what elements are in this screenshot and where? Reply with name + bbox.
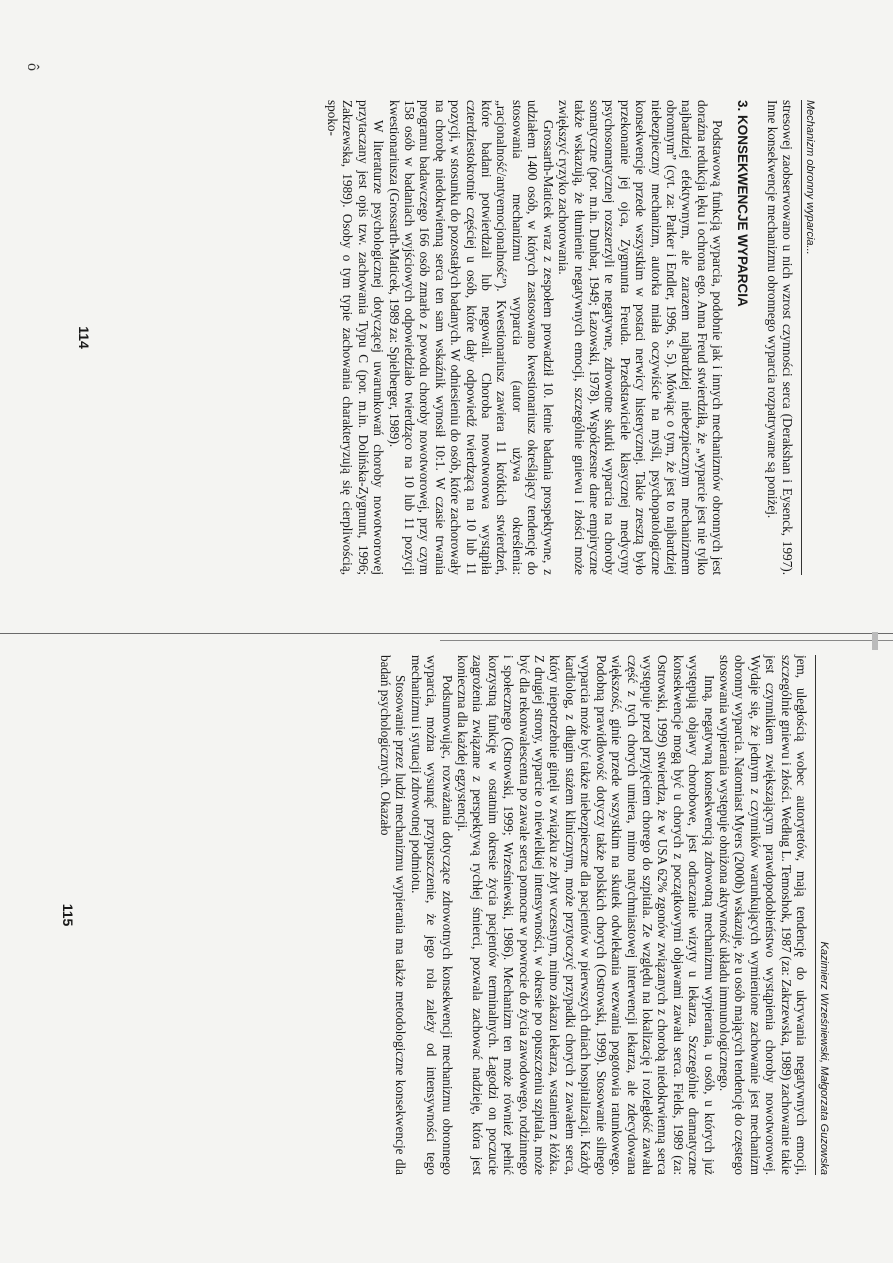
- margin-mark: ô: [24, 63, 41, 71]
- page-divider: [0, 633, 893, 634]
- running-head-left: Mechanizm obronny wyparcia...: [801, 100, 816, 575]
- paragraph: Grossarth-Maticek wraz z zespołem prowadził 10. letnie badania prospektywne, z udziałem 1400 osób, w których zastosowano kwestionariusz określający tendencję do stosowania mechanizmu wyparcia (autor używa określenia: „racjonalność/antyemocjonalność”). Kwestionariusz zawiera 11 krótkich stwierdzeń, które badani potwierdzali lub negowali. Choroba nowotworowa wystąpiła czterdziestokrotnie częściej u osób, które dały odpowiedź twierdzącą na 10 lub 11 pozycji, w stosunku do pozostałych badanych. W odniesieniu do osób, które zachorowały na chorobę niedokrwienną serca ten sam wskaźnik wynosił 10:1. W czasie trwania programu badawczego 166 osób zmarło z powodu choroby nowotworowej, przy czym 158 osób w badaniach wyjściowych odpowiedziało twierdząco na 10 lub 11 pozycji kwestionariusza (Grossarth-Maticek, 1989 za: Spielberger, 1989).: [386, 100, 556, 575]
- page-114: [76, 100, 816, 575]
- binding-mark: [872, 632, 878, 650]
- page-114-body: [325, 100, 795, 575]
- page-number: 115: [60, 903, 76, 927]
- paragraph: Podsumowując, rozważania dotyczące zdrowotnych konsekwencji mechanizmu obronnego wyparcia, można wysunąć przypuszczenie, że jego rola zależy od intensywności tego mechanizmu i sytuacji zdrowotnej podmiotu.: [408, 655, 455, 1175]
- running-head-right: Kazimierz Wrześniewski, Małgorzata Guzowska: [815, 655, 830, 1175]
- section-heading: 3. KONSEKWENCJE WYPARCIA: [735, 100, 751, 307]
- paragraph: Stosowanie przez ludzi mechanizmu wypierania ma także metodologiczne konsekwencje dla badań psychologicznych. Okazało: [378, 655, 409, 1175]
- paragraph: Podstawową funkcją wyparcia, podobnie jak i innych mechanizmów obronnych jest doraźna redukcja lęku i ochrona ego. Anna Freud stwierdziła, że „wyparcie jest nie tylko najbardziej efektywnym, ale zarazem najbardziej niebezpiecznym mechanizmem obronnym” (cyt. za: Parker i Endler, 1996, s. 5). Mówiąc o tym, że jest to najbardziej niebezpieczny mechanizm, autorka miała oczywiście na myśli, psychopatologiczne konsekwencje przede wszystkim w postaci nerwicy histerycznej. Takie zresztą było przekonanie jej ojca, Zygmunta Freuda. Przedstawiciele klasycznej medycyny psychosomatycznej rozszerzyli te negatywne, zdrowotne skutki wyparcia na choroby somatyczne (por. m.in. Dunbar, 1949; Łazowski, 1978). Współczesne dane empiryczne także wskazują, że tłumienie negatywnych emocji, szczególnie gniewu i złości może zwiększyć ryzyko zachorowania.: [556, 100, 726, 575]
- page-divider-inner: [440, 640, 893, 641]
- page-115-body: [378, 655, 809, 1175]
- paragraph: W literaturze psychologicznej dotyczącej uwarunkowań choroby nowotworowej przytaczany jest opis tzw. zachowania Typu C (por. m.in. Dolińska-Zygmunt, 1996; Zakrzewska, 1989). Osoby o tym typie zachowania charakteryzują się cierpliwością, spoko-: [325, 100, 387, 575]
- page-115: [60, 655, 830, 1175]
- paragraph: jem, uległością wobec autorytetów, mają tendencję do ukrywania negatywnych emocji, szczególnie gniewu i złości. Według L. Temoshok, 1987 (za: Zakrzewska, 1989) zachowanie takie jest czynnikiem zwiększającym prawdopodobieństwo wystąpienia choroby nowotworowej. Wydaje się, że jednym z czynników warunkujących wymienione zachowanie jest mechanizm obronny wyparcia. Natomiast Myers (2000b) wskazuje, że u osób mających tendencję do częstego stosowania wypierania występuje obniżona aktywność układu immunologicznego.: [716, 655, 809, 1175]
- paragraph: Inną, negatywną konsekwencją zdrowotną mechanizmu wypierania, u osób, u których już występują objawy chorobowe, jest odraczanie wizyty u lekarza. Szczególnie dramatyczne konsekwencje mogą być u chorych z początkowymi objawami zawału serca. Fields, 1989 (za: Ostrowski, 1999) stwierdza, że w USA 62% zgonów związanych z chorobą niedokrwienną serca występuje przed przyjęciem chorego do szpitala. Ze względu na lokalizację i rozległość zawału część z tych chorych umiera, mimo natychmiastowej interwencji lekarza, ale zdecydowana większość, ginie przede wszystkim na skutek odwlekania wezwania pogotowia ratunkowego. Podobną prawidłowość dotyczy także polskich chorych (Ostrowski, 1999). Stosowanie silnego wyparcia może być także niebezpieczne dla pacjentów w pierwszych dniach hospitalizacji. Każdy kardiolog, z długim stażem klinicznym, może przytoczyć przypadki chorych z zawałem serca, który niepotrzebnie ginęli w związku ze zbyt wczesnym, mimo zakazu lekarza, wstaniem z łóżka. Z drugiej strony, wyparcie o niewielkiej intensywności, w okresie po opuszczeniu szpitala, może być dla rekonwalescenta po zawale serca pomocne w powrocie do życia zawodowego, rodzinnego i społecznego (Ostrowski, 1999; Wrześniewski, 1986). Mechanizm ten może również pełnić korzystną funkcję w ostatnim okresie życia pacjentów terminalnych. Łagodzi on poczucie zagrożenia związane z perspektywą rychłej śmierci, pozwala zachować nadzieję, która jest konieczna dla każdej egzystencji.: [455, 655, 717, 1175]
- intro-paragraph: stresowej zaobserwowano u nich wzrost czynności serca (Derakshan i Eysenck, 1997). Inne konsekwencje mechanizmu obronnego wyparcia rozpatrywane są poniżej.: [764, 100, 795, 575]
- page-number: 114: [76, 326, 92, 349]
